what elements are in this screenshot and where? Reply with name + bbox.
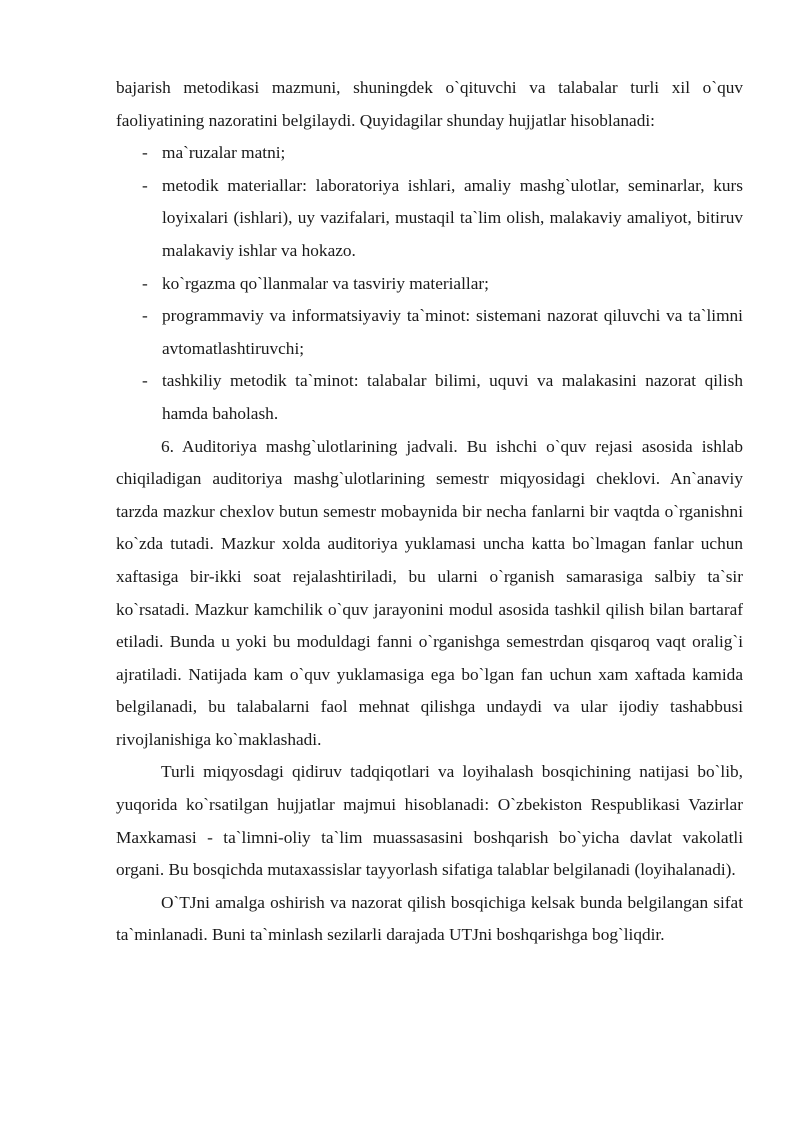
paragraph-otj: O`TJni amalga oshirish va nazorat qilish bosqichiga kelsak bunda belgilangan sifat ta`minlanadi. Buni ta`minlash sezilarli darajada UTJni boshqarishga bog`liqdir.: [116, 892, 743, 945]
list-item: [116, 365, 743, 430]
list-item-text: ma`ruzalar matni;: [162, 143, 286, 163]
document-list: [116, 137, 743, 430]
document-page: [116, 72, 743, 952]
list-dash: -: [142, 273, 148, 293]
list-dash: -: [142, 143, 148, 163]
paragraph-research: Turli miqyosdagi qidiruv tadqiqotlari va loyihalash bosqichining natijasi bo`lib, yuqorida ko`rsatilgan hujjatlar majmui hisoblanadi: O`zbekiston Respublikasi Vazirlar Maxkamasi - ta`limni-oliy ta`lim muassasasini boshqarish bo`yicha davlat vakolatli organi. Bu bosqichda mutaxassislar tayyorlash sifatiga talablar belgilanadi (loyihalanadi).: [116, 762, 743, 880]
list-item: [116, 300, 743, 365]
list-item-text: tashkiliy metodik ta`minot: talabalar bilimi, uquvi va malakasini nazorat qilish hamda baholash.: [162, 371, 743, 423]
list-item-text: programmaviy va informatsiyaviy ta`minot: sistemani nazorat qiluvchi va ta`limni avtomatlashtiruvchi;: [162, 306, 743, 358]
list-dash: -: [142, 175, 148, 195]
paragraph-6-schedule: 6. Auditoriya mashg`ulotlarining jadvali. Bu ishchi o`quv rejasi asosida ishlab chiqiladigan auditoriya mashg`ulotlarining semestr miqyosidagi cheklovi. An`anaviy tarzda mazkur chexlov butun semestr mobaynida bir necha fanlarni bir vaqtda o`rganishni ko`zda tutadi. Mazkur xolda auditoriya yuklamasi uncha katta bo`lmagan fanlar uchun xaftasiga bir-ikki soat rejalashtiriladi, bu ularni o`rganish samarasiga salbiy ta`sir ko`rsatadi. Mazkur kamchilik o`quv jarayonini modul asosida tashkil qilish bilan bartaraf etiladi. Bunda u yoki bu moduldagi fanni o`rganishga semestrdan qisqaroq vaqt oralig`i ajratiladi. Natijada kam o`quv yuklamasiga ega bo`lgan fan uchun xam xaftada kamida belgilanadi, bu talabalarni faol mehnat qilishga undaydi va ular ijodiy tashabbusi rivojlanishiga ko`maklashadi.: [116, 436, 743, 749]
list-dash: -: [142, 306, 148, 326]
list-item: [116, 170, 743, 268]
list-item-text: metodik materiallar: laboratoriya ishlari, amaliy mashg`ulotlar, seminarlar, kurs loyixalari (ishlari), uy vazifalari, mustaqil ta`lim olish, malakaviy amaliyot, bitiruv malakaviy ishlar va hokazo.: [162, 175, 743, 260]
list-item: [116, 268, 743, 301]
list-dash: -: [142, 371, 148, 391]
list-item-text: ko`rgazma qo`llanmalar va tasviriy materiallar;: [162, 273, 489, 293]
intro-paragraph: bajarish metodikasi mazmuni, shuningdek o`qituvchi va talabalar turli xil o`quv faoliyatining nazoratini belgilaydi. Quyidagilar shunday hujjatlar hisoblanadi:: [116, 78, 743, 130]
list-item: [116, 137, 743, 170]
